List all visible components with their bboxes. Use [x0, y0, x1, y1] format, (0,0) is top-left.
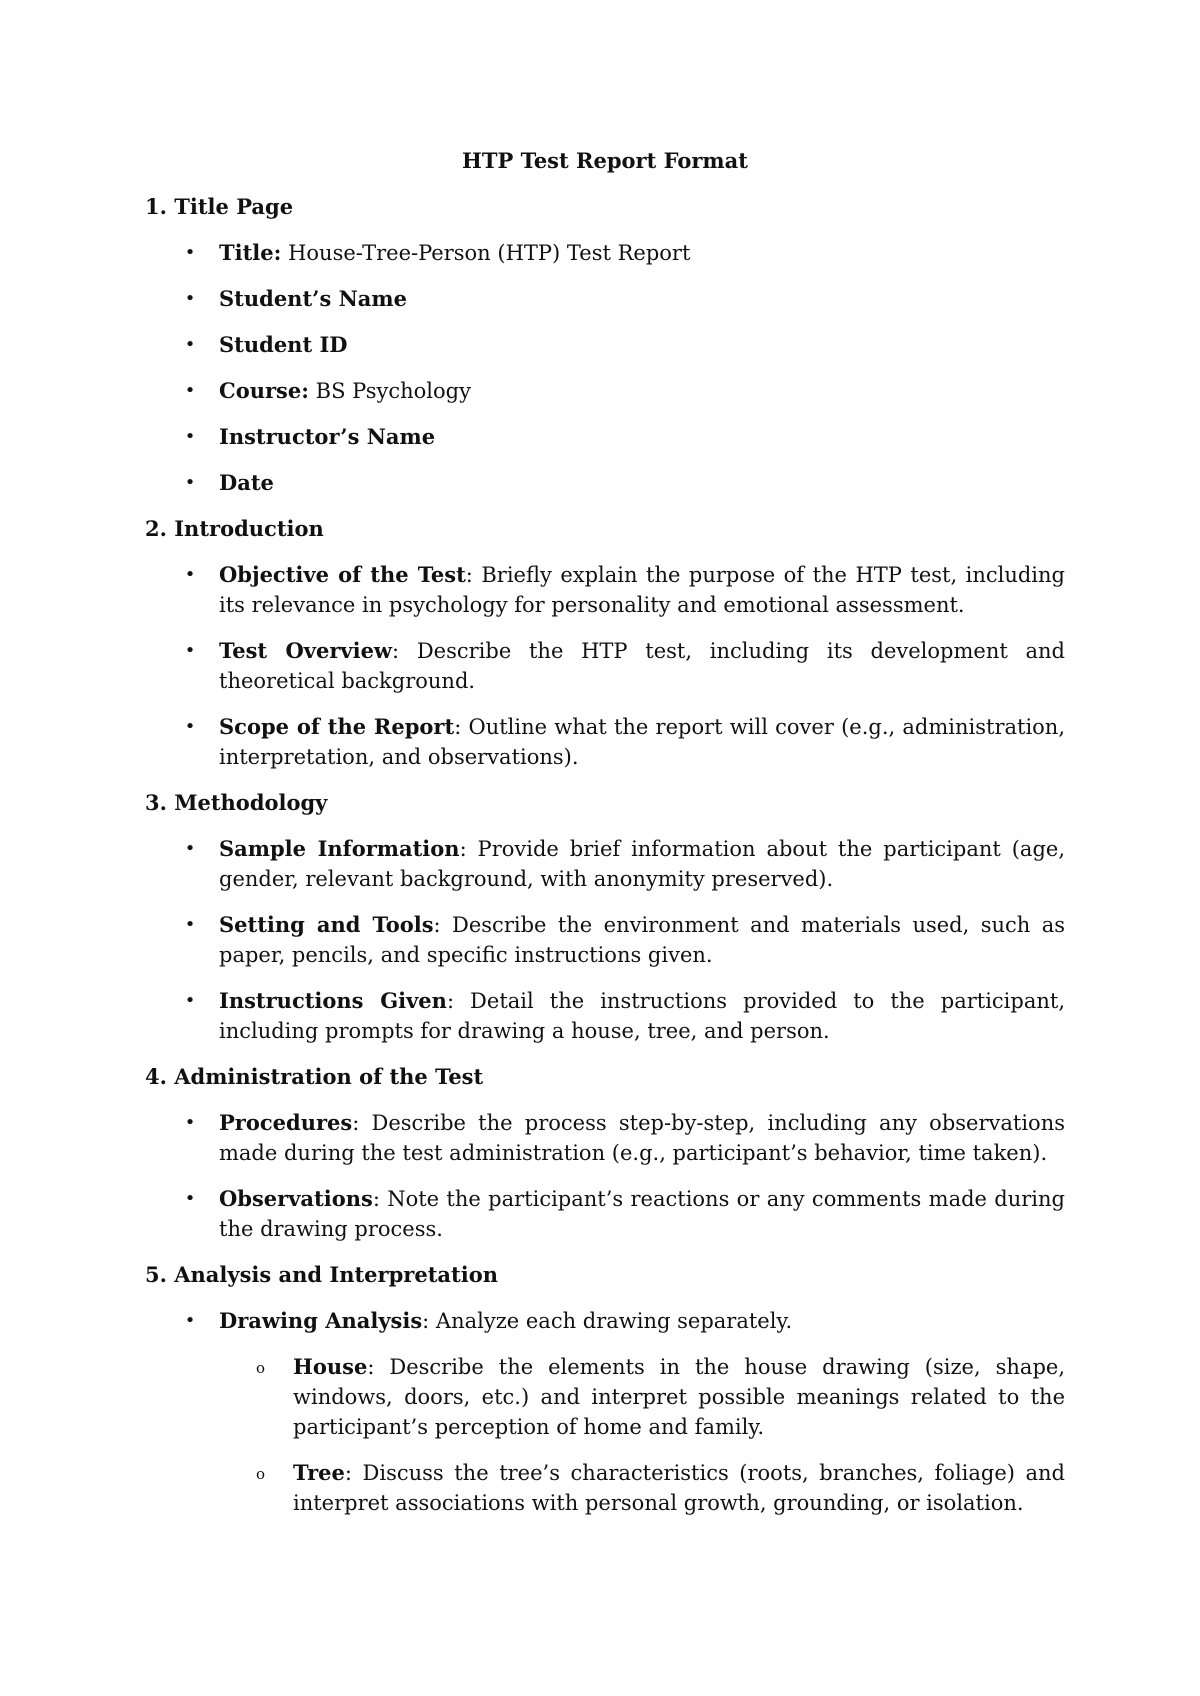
- bullet-icon: •: [184, 334, 196, 355]
- list-item: [145, 560, 1065, 620]
- item-term: Title:: [219, 240, 282, 265]
- item-text: : Describe the elements in the house drawing (size, shape, windows, doors, etc.) and interpret possible meanings related to the participant’s perception of home and family.: [293, 1355, 1065, 1439]
- item-term: House: [293, 1354, 368, 1379]
- bullet-icon: •: [184, 640, 196, 661]
- list-item: [145, 330, 1065, 360]
- sub-list-item: [219, 1458, 1065, 1518]
- section-heading-methodology: 3. Methodology: [145, 790, 328, 815]
- list-item: [145, 636, 1065, 696]
- bullet-icon: •: [184, 242, 196, 263]
- item-term: Tree: [293, 1460, 345, 1485]
- item-term: Objective of the Test: [219, 562, 466, 587]
- item-term: Setting and Tools: [219, 912, 434, 937]
- bullet-icon: •: [184, 426, 196, 447]
- section-heading-introduction: 2. Introduction: [145, 516, 324, 541]
- list-item: [145, 834, 1065, 894]
- item-text: : Detail the instructions provided to the participant, including prompts for drawing a house, tree, and person.: [219, 989, 1065, 1043]
- item-text: : Analyze each drawing separately.: [422, 1309, 793, 1333]
- item-term: Sample Information: [219, 836, 460, 861]
- list-item: [145, 376, 1065, 406]
- item-text: : Describe the process step-by-step, including any observations made during the test administration (e.g., participant’s behavior, time taken).: [219, 1111, 1065, 1165]
- item-term: Observations: [219, 1186, 373, 1211]
- list-item: [145, 1108, 1065, 1168]
- document-title: HTP Test Report Format: [462, 148, 748, 173]
- administration-list: [145, 1108, 1065, 1244]
- item-term: Drawing Analysis: [219, 1308, 423, 1333]
- bullet-icon: •: [184, 990, 196, 1011]
- item-text: : Discuss the tree’s characteristics (roots, branches, foliage) and interpret associations with personal growth, grounding, or isolation.: [293, 1461, 1065, 1515]
- list-item: [145, 986, 1065, 1046]
- list-item: [145, 910, 1065, 970]
- bullet-icon: •: [184, 1310, 196, 1331]
- sub-bullet-icon: o: [256, 1465, 266, 1483]
- item-term: Scope of the Report: [219, 714, 455, 739]
- item-text: House-Tree-Person (HTP) Test Report: [281, 241, 691, 265]
- bullet-icon: •: [184, 564, 196, 585]
- item-term: Instructions Given: [219, 988, 447, 1013]
- sub-bullet-icon: o: [256, 1359, 266, 1377]
- bullet-icon: •: [184, 380, 196, 401]
- item-text: : Describe the environment and materials used, such as paper, pencils, and specific instructions given.: [219, 913, 1065, 967]
- document-body: [145, 146, 1065, 1534]
- bullet-icon: •: [184, 472, 196, 493]
- list-item: [145, 284, 1065, 314]
- item-term: Procedures: [219, 1110, 353, 1135]
- section-heading-analysis: 5. Analysis and Interpretation: [145, 1262, 498, 1287]
- item-text: : Briefly explain the purpose of the HTP test, including its relevance in psychology for personality and emotional assessment.: [219, 563, 1065, 617]
- list-item: [145, 238, 1065, 268]
- title-page-list: [145, 238, 1065, 498]
- list-item: [145, 712, 1065, 772]
- introduction-list: [145, 560, 1065, 772]
- item-term: Student’s Name: [219, 286, 407, 311]
- section-heading-administration: 4. Administration of the Test: [145, 1064, 484, 1089]
- list-item: [145, 422, 1065, 452]
- item-term: Course:: [219, 378, 309, 403]
- section-heading-title-page: 1. Title Page: [145, 194, 294, 219]
- bullet-icon: •: [184, 716, 196, 737]
- list-item: [145, 1306, 1065, 1518]
- item-text: : Note the participant’s reactions or any comments made during the drawing process.: [219, 1187, 1065, 1241]
- item-text: : Describe the HTP test, including its development and theoretical background.: [219, 639, 1065, 693]
- list-item: [145, 468, 1065, 498]
- bullet-icon: •: [184, 1188, 196, 1209]
- item-text: : Outline what the report will cover (e.g., administration, interpretation, and observations).: [219, 715, 1065, 769]
- item-term: Instructor’s Name: [219, 424, 436, 449]
- bullet-icon: •: [184, 838, 196, 859]
- analysis-sublist: [219, 1352, 1065, 1518]
- list-item: [145, 1184, 1065, 1244]
- analysis-list: [145, 1306, 1065, 1518]
- item-term: Date: [219, 470, 274, 495]
- item-text: : Provide brief information about the participant (age, gender, relevant background, with anonymity preserved).: [219, 837, 1065, 891]
- item-text: BS Psychology: [309, 379, 471, 403]
- bullet-icon: •: [184, 288, 196, 309]
- item-term: Student ID: [219, 332, 348, 357]
- bullet-icon: •: [184, 914, 196, 935]
- item-term: Test Overview: [219, 638, 393, 663]
- sub-list-item: [219, 1352, 1065, 1442]
- methodology-list: [145, 834, 1065, 1046]
- bullet-icon: •: [184, 1112, 196, 1133]
